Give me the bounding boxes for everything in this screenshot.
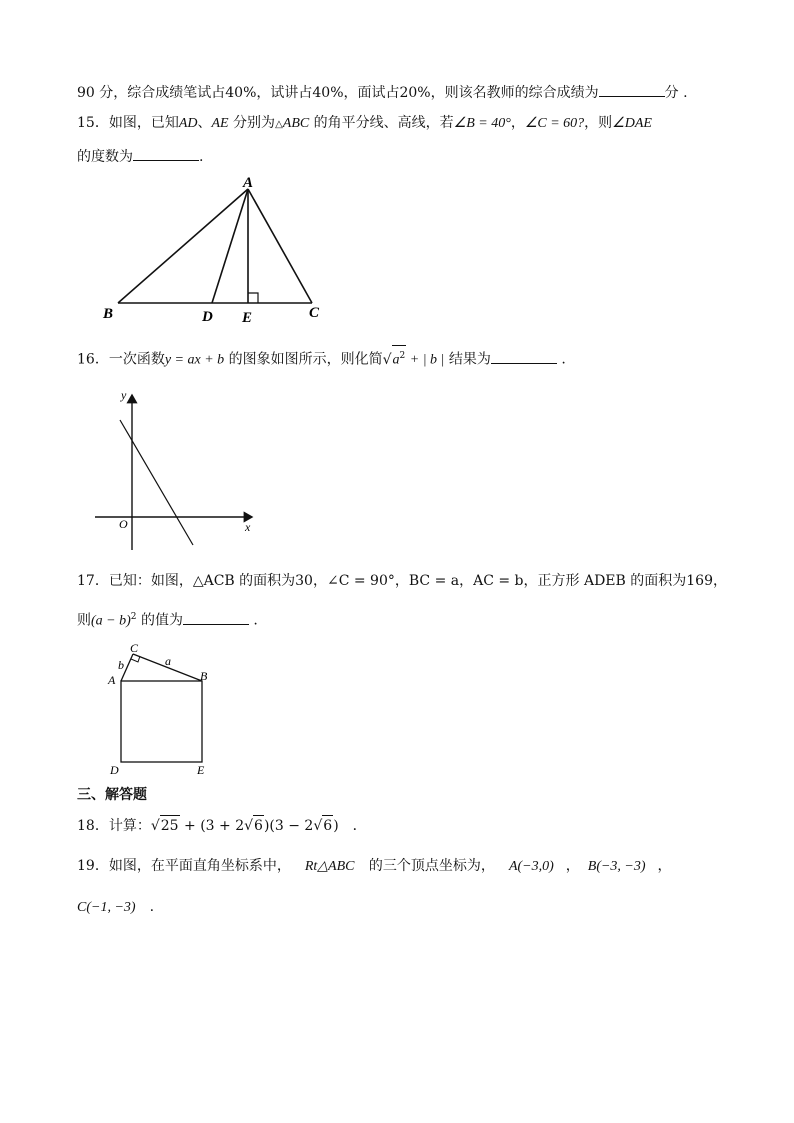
function-line bbox=[120, 420, 193, 545]
x-label: x bbox=[245, 520, 251, 534]
answer-blank[interactable] bbox=[183, 609, 249, 625]
label-a: A bbox=[108, 673, 116, 687]
q16-number: 16． bbox=[77, 351, 109, 368]
q15-ad: AD bbox=[178, 116, 198, 131]
q15-mid: 分别为 bbox=[228, 115, 276, 131]
q16-graph-figure bbox=[90, 385, 270, 560]
q15-line2-text: 的度数为 bbox=[77, 149, 133, 165]
answer-blank[interactable] bbox=[599, 81, 665, 97]
q17-line2-prefix: 则 bbox=[77, 612, 91, 629]
q16-exp: 2 bbox=[399, 351, 406, 361]
label-a-side: a bbox=[165, 654, 171, 668]
q14-tail-line: 90 分，综合成绩笔试占40%，试讲占40%，面试占20%，则该名教师的综合成绩为 分 . bbox=[77, 81, 688, 103]
q15-after: 的角平分线、高线，若 bbox=[309, 115, 454, 131]
label-d: D bbox=[202, 309, 213, 325]
q19-number: 19． bbox=[77, 858, 109, 874]
q17-expr: (a − b) bbox=[91, 613, 131, 629]
q18-mid1: + (3 + 2 bbox=[179, 818, 245, 834]
origin-label: O bbox=[119, 517, 128, 531]
right-angle-mark bbox=[248, 293, 258, 303]
label-c: C bbox=[130, 641, 139, 655]
q18-period: ． bbox=[352, 818, 367, 834]
q18-radicand-6a: 6 bbox=[253, 815, 264, 836]
q15-tri: △ bbox=[275, 119, 283, 130]
square-adeb bbox=[121, 681, 202, 762]
q17-line2-suffix: 的值为 bbox=[136, 612, 183, 629]
q18-number: 18． bbox=[77, 818, 109, 834]
section-heading: 三、解答题 bbox=[77, 787, 147, 803]
y-label: y bbox=[121, 388, 127, 402]
q15-angle-c: ∠C = 60? bbox=[524, 116, 585, 131]
q17-number: 17． bbox=[77, 573, 109, 589]
label-b-side: b bbox=[118, 658, 124, 672]
q17-square-figure bbox=[100, 638, 230, 783]
q14-tail-text: 90 分，综合成绩笔试占40%，试讲占40%，面试占20%，则该名教师的综合成绩为 bbox=[77, 85, 599, 101]
q19-text: 如图，在平面直角坐标系中， bbox=[108, 858, 291, 874]
q19-point-a: A(−3,0) bbox=[508, 859, 554, 874]
q19-sep: ， bbox=[565, 858, 580, 874]
q15-line-1 bbox=[77, 113, 652, 135]
segment-ad bbox=[212, 189, 248, 303]
q19-line-1 bbox=[77, 856, 672, 877]
q16-func: y = ax + b bbox=[164, 352, 225, 368]
q17-line-1 bbox=[77, 571, 727, 591]
label-e: E bbox=[197, 763, 205, 777]
q18-sqrt-25: √25 bbox=[151, 818, 180, 834]
q16-line: 16．一次函数y = ax + b 的图象如图所示，则化简$√a^2$ + | b | 结果为 . bbox=[77, 345, 566, 371]
q18-radicand-25: 25 bbox=[160, 815, 180, 836]
edge-ac bbox=[248, 189, 312, 303]
q19-sep-2: ， bbox=[657, 858, 672, 874]
q17-exp: 2 bbox=[130, 612, 137, 622]
q16-abs-b: + | b | bbox=[406, 352, 445, 368]
q17-line-2: 则$(a - b)^2$ 的值为 . bbox=[77, 607, 258, 632]
q15-line-2: 的度数为 . bbox=[77, 145, 203, 167]
q15-abc: ABC bbox=[282, 116, 310, 131]
label-a: A bbox=[243, 175, 254, 191]
q19-line-2 bbox=[77, 897, 154, 918]
q18-line bbox=[77, 815, 367, 836]
q16-sqrt: $√a^2$ bbox=[383, 352, 407, 368]
q15-angle-b: ∠B = 40° bbox=[453, 116, 511, 131]
q15-angle-dae: ∠DAE bbox=[612, 116, 652, 131]
q19-point-c: C(−1, −3) bbox=[77, 900, 136, 915]
q14-unit: 分 bbox=[664, 85, 679, 101]
q19-period: . bbox=[149, 899, 155, 915]
q19-text2: 的三个顶点坐标为， bbox=[364, 858, 495, 874]
q18-sqrt-6b: √6 bbox=[313, 818, 333, 834]
q15-prefix: 如图，已知 bbox=[108, 115, 179, 131]
q18-radicand-6b: 6 bbox=[322, 815, 333, 836]
label-b: B bbox=[200, 669, 208, 683]
q15-comma: ， bbox=[510, 115, 525, 131]
q15-triangle-figure bbox=[95, 172, 335, 326]
q16-prefix: 一次函数 bbox=[108, 351, 165, 368]
q15-sep: 、 bbox=[197, 115, 212, 131]
q18-prefix: 计算： bbox=[108, 818, 151, 834]
q18-end: ) bbox=[333, 818, 339, 834]
q15-ask: ，则 bbox=[584, 115, 613, 131]
q16-mid: 的图象如图所示，则化简 bbox=[224, 351, 383, 368]
q17-line1-text: 已知：如图，△ACB 的面积为30，∠C = 90°，BC = a，AC = b，正方形 ADEB 的面积为169， bbox=[108, 573, 727, 589]
edge-ab bbox=[118, 189, 248, 303]
answer-blank[interactable] bbox=[491, 348, 557, 364]
q19-rt: Rt△ABC bbox=[304, 859, 355, 874]
label-e: E bbox=[242, 310, 253, 326]
q18-sqrt-6a: √6 bbox=[244, 818, 264, 834]
q16-suffix: 结果为 bbox=[444, 351, 491, 368]
answer-blank[interactable] bbox=[133, 145, 199, 161]
q15-number: 15． bbox=[77, 115, 109, 131]
q18-mid2: )(3 − 2 bbox=[263, 818, 314, 834]
q16-a: a bbox=[392, 352, 400, 368]
q15-ae: AE bbox=[211, 116, 229, 131]
label-c: C bbox=[309, 305, 320, 321]
q19-point-b: B(−3, −3) bbox=[587, 859, 646, 874]
label-b: B bbox=[103, 306, 114, 322]
label-d: D bbox=[110, 763, 119, 777]
